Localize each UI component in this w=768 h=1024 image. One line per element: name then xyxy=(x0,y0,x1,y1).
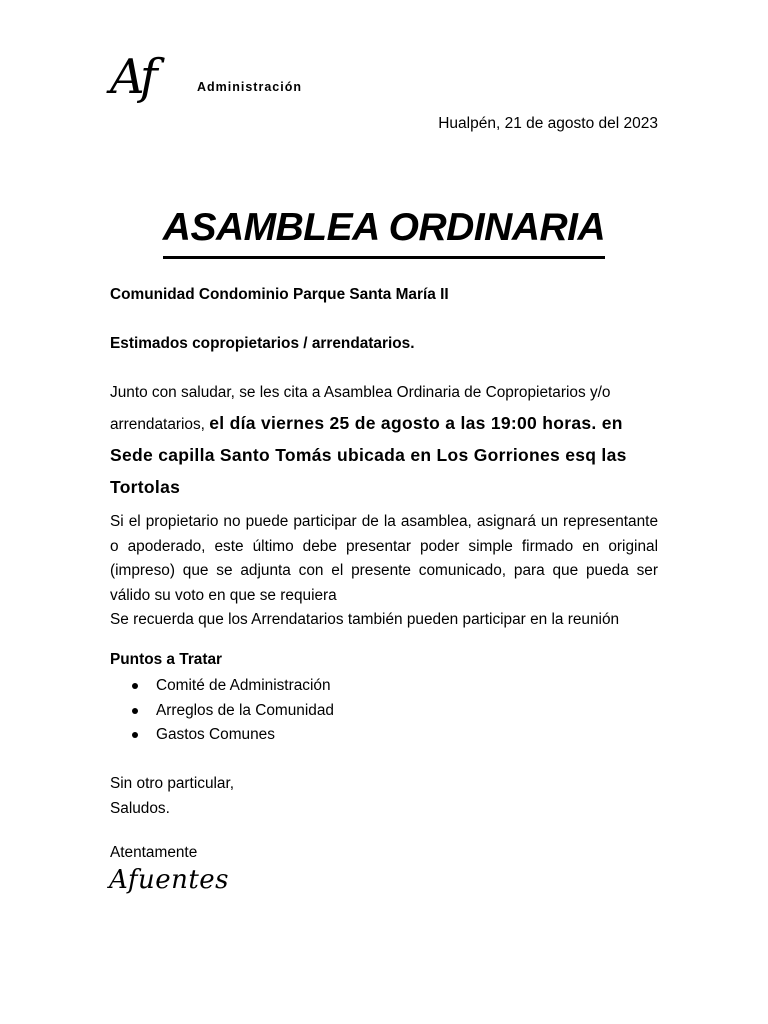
community-name: Comunidad Condominio Parque Santa María II xyxy=(110,286,449,303)
sign-off: Atentamente xyxy=(110,844,198,861)
agenda-item xyxy=(110,674,334,699)
document-title-text: ASAMBLEA ORDINARIA xyxy=(163,200,605,259)
closing-lines xyxy=(110,772,658,821)
proxy-paragraph xyxy=(110,510,658,633)
agenda-item-label: Gastos Comunes xyxy=(156,726,275,743)
bullet-icon xyxy=(132,708,138,714)
logo-monogram: Af xyxy=(110,49,154,105)
invitation-paragraph xyxy=(110,378,658,504)
agenda-item xyxy=(110,699,334,724)
closing-line-1: Sin otro particular, xyxy=(110,775,235,792)
invitation-intro: Junto con saludar, se les cita a Asamblea Ordinaria de Copropietarios y/o arrendatarios, xyxy=(110,384,611,433)
document-title xyxy=(0,200,768,259)
agenda-item-label: Arreglos de la Comunidad xyxy=(156,701,334,719)
bullet-icon xyxy=(132,732,138,738)
proxy-text: Si el propietario no puede participar de la asamblea, asignará un representante o apoderado, este último debe presentar poder simple firmado en original (impreso) que se adjunta con el presente comunicado, para que pueda ser válido su voto en que se requiera xyxy=(110,513,658,604)
salutation: Estimados copropietarios / arrendatarios. xyxy=(110,335,415,352)
signature: Afuentes xyxy=(109,865,229,895)
closing-line-2: Saludos. xyxy=(110,799,170,817)
administration-label: Administración xyxy=(197,80,302,94)
agenda-item-label: Comité de Administración xyxy=(156,677,331,694)
agenda-item xyxy=(110,723,334,748)
agenda-list xyxy=(110,674,334,748)
bullet-icon xyxy=(132,683,138,689)
agenda-heading: Puntos a Tratar xyxy=(110,651,223,668)
tenant-reminder: Se recuerda que los Arrendatarios también pueden participar en la reunión xyxy=(110,611,620,628)
invitation-highlight: el día viernes 25 de agosto a las 19:00 horas. en Sede capilla Santo Tomás ubicada en Los Gorriones esq las Tortolas xyxy=(110,413,627,497)
date-line: Hualpén, 21 de agosto del 2023 xyxy=(438,115,658,132)
